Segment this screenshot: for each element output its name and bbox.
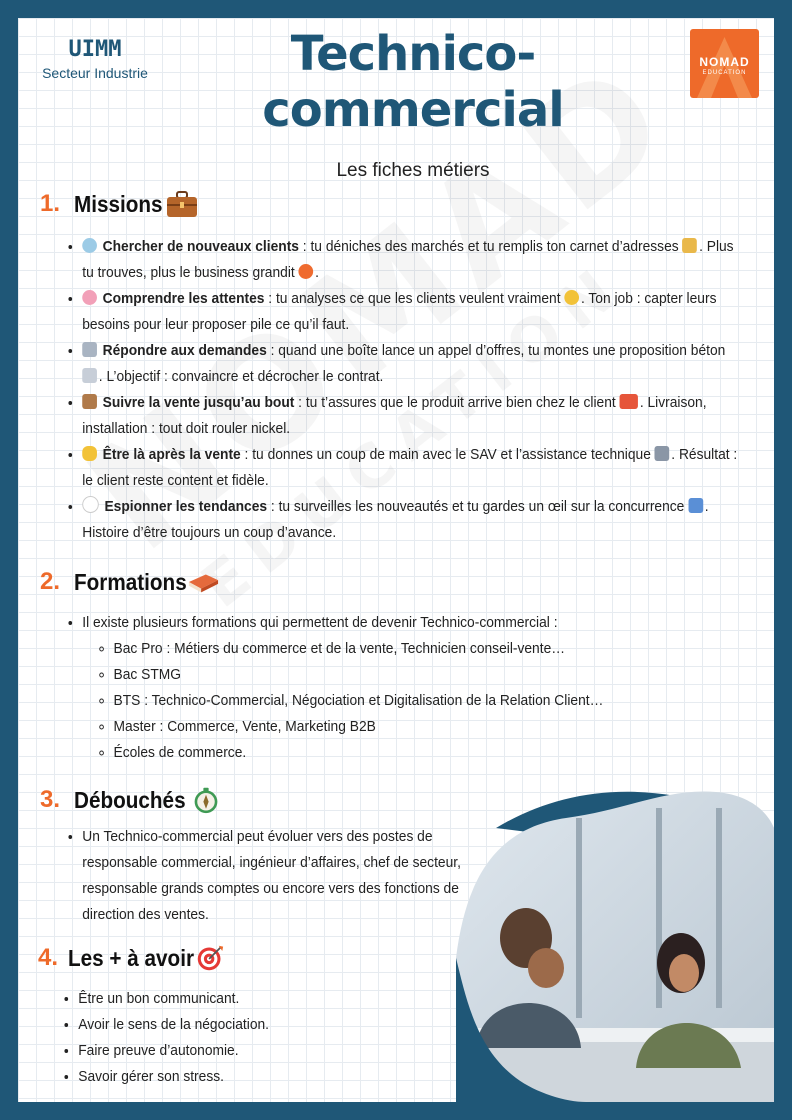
mission-title: Chercher de nouveaux clients — [102, 238, 299, 255]
section-number: 3. — [40, 786, 61, 813]
list-item — [82, 390, 743, 442]
formations-intro: • Il existe plusieurs formations qui permettent de devenir Technico-commercial : — [82, 610, 743, 636]
section-formations-heading — [40, 568, 219, 596]
brain-icon — [82, 290, 97, 305]
section-title: Formations — [74, 568, 187, 595]
mission-title: Comprendre les attentes — [102, 290, 265, 307]
text-line: responsable grands comptes ou encore vers des fonctions de — [82, 880, 459, 897]
mission-text-2: . Livraison, installation : tout doit rouler nickel. — [82, 394, 707, 437]
mission-text: : tu surveilles les nouveautés et tu gardes un œil sur la concurrence — [267, 498, 685, 515]
list-item — [82, 286, 743, 338]
list-item — [82, 494, 743, 546]
mission-title: Répondre aux demandes — [102, 342, 267, 359]
section-title: Débouchés — [74, 786, 186, 813]
nomad-education-logo — [690, 29, 759, 98]
mission-title: Suivre la vente jusqu’au bout — [102, 394, 295, 411]
section-number: 1. — [40, 190, 61, 217]
mission-title: Espionner les tendances — [104, 498, 268, 515]
list-item: • Chercher de nouveaux clients : tu déniches des marchés et tu remplis ton carnet d’adresses . Plus tu trouves, plus le business grandit . — [82, 234, 743, 286]
mission-text-2: . Plus tu trouves, plus le business grandit — [82, 238, 734, 281]
mission-text: : tu t’assures que le produit arrive bien chez le client — [294, 394, 616, 411]
office-photo — [456, 788, 774, 1102]
compass-icon — [190, 786, 222, 814]
list-item: ◦ Écoles de commerce. — [114, 740, 743, 766]
explosion-icon — [299, 264, 314, 279]
formations-block — [62, 610, 743, 766]
mission-text: : tu analyses ce que les clients veulent vraiment — [264, 290, 561, 307]
book-icon — [187, 568, 219, 596]
bar-chart-icon — [688, 498, 703, 513]
list-item: • Être un bon communicant. — [78, 986, 463, 1012]
document-icon — [82, 342, 97, 357]
plus-list — [58, 986, 463, 1090]
organization-block — [40, 36, 150, 82]
text-line: direction des ventes. — [82, 906, 209, 923]
text-line: Un Technico-commercial peut évoluer vers des postes de — [82, 828, 433, 845]
package-icon — [82, 394, 97, 409]
list-item: ◦ BTS : Technico-Commercial, Négociation et Digitalisation de la Relation Client… — [114, 688, 743, 714]
section-number: 4. — [38, 944, 59, 971]
mission-text-2: . Histoire d’être toujours un coup d’avance. — [82, 498, 709, 541]
org-sector: Secteur Industrie — [42, 65, 148, 81]
briefcase-icon — [166, 190, 198, 218]
thinking-face-icon — [564, 290, 579, 305]
eyes-icon — [82, 496, 99, 513]
handshake-icon — [82, 446, 97, 461]
mission-text: : tu donnes un coup de main avec le SAV et l’assistance technique — [240, 446, 651, 463]
section-title: Missions — [74, 190, 163, 217]
list-item: • Savoir gérer son stress. — [78, 1064, 463, 1090]
list-item: ◦ Master : Commerce, Vente, Marketing B2B — [114, 714, 743, 740]
notebook-icon — [683, 238, 698, 253]
list-item: • Faire preuve d’autonomie. — [78, 1038, 463, 1064]
mission-text-2: . Résultat : le client reste content et fidèle. — [82, 446, 738, 489]
formations-list — [62, 636, 743, 766]
title-line-1: Technico- — [290, 26, 536, 82]
missions-list — [62, 234, 743, 546]
page-icon — [82, 368, 97, 383]
list-item — [82, 338, 743, 390]
fiche-metier-page — [18, 18, 774, 1102]
delivery-truck-icon — [620, 394, 638, 409]
list-item: ◦ Bac Pro : Métiers du commerce et de la vente, Technicien conseil-vente… — [114, 636, 743, 662]
magnifier-icon — [82, 238, 97, 253]
org-name: UIMM — [68, 37, 122, 62]
logo-sub-text: EDUCATION — [702, 70, 747, 76]
section-missions-heading — [40, 190, 198, 218]
text-line: responsable commercial, ingénieur d’affaires, chef de secteur, — [82, 854, 461, 871]
page-subtitle: Les fiches métiers — [336, 160, 490, 181]
wrench-icon — [655, 446, 670, 461]
section-title: Les + à avoir — [68, 944, 194, 971]
list-item: ◦ Bac STMG — [114, 662, 743, 688]
mission-text-2: . Ton job : capter leurs besoins pour leur proposer pile ce qu’il faut. — [82, 290, 717, 333]
title-line-2: commercial — [262, 82, 564, 138]
section-plus-heading — [38, 944, 226, 972]
section-number: 2. — [40, 568, 61, 595]
mission-title: Être là après la vente — [102, 446, 241, 463]
target-icon — [194, 944, 226, 972]
logo-main-text: NOMAD — [699, 55, 750, 69]
debouches-text — [82, 824, 467, 928]
section-debouches-heading — [40, 786, 222, 814]
mission-text: : tu déniches des marchés et tu remplis ton carnet d’adresses — [298, 238, 679, 255]
page-title — [248, 26, 578, 138]
mission-text: : quand une boîte lance un appel d’offres, tu montes une proposition béton — [266, 342, 726, 359]
list-item — [82, 442, 743, 494]
debouches-block — [62, 824, 467, 928]
mission-text-2: . L’objectif : convaincre et décrocher le contrat. — [98, 368, 384, 385]
list-item: • Avoir le sens de la négociation. — [78, 1012, 463, 1038]
